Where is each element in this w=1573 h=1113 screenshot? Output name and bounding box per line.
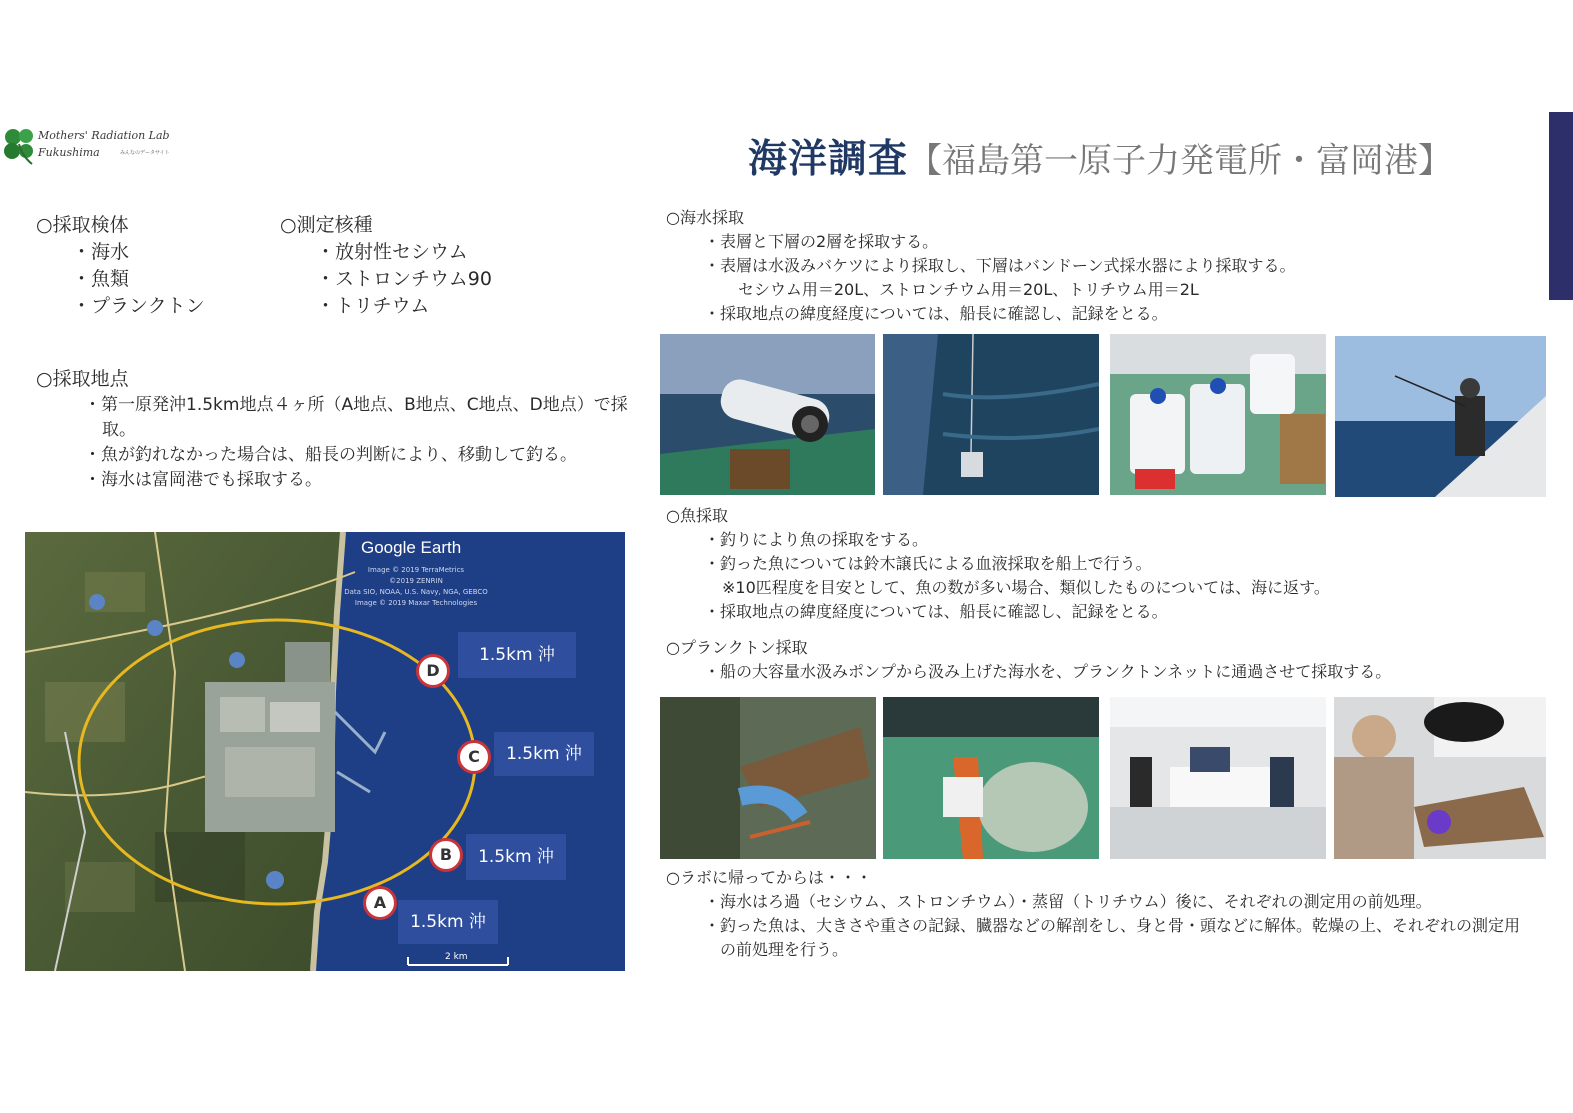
seawater-line: ・表層と下層の2層を採取する。 xyxy=(704,232,939,251)
title-main: 海洋調査 xyxy=(748,137,909,182)
photo-laboratory xyxy=(1110,697,1326,859)
map-credit-line: Image © 2019 Maxar Technologies xyxy=(354,599,478,607)
lab-line: ・釣った魚は、大きさや重さの記録、臓器などの解剖をし、身と骨・頭などに解体。乾燥の上、それぞれの測定用の前処理を行う。 xyxy=(704,916,1521,959)
sample-item: ・魚類 xyxy=(72,268,130,290)
fish-line: ・釣りにより魚の採取をする。 xyxy=(704,530,929,549)
photo-water-sampler xyxy=(660,334,875,495)
nuclides-heading: ○測定核種 xyxy=(280,214,373,236)
point-item: ・海水は富岡港でも採取する。 xyxy=(84,470,322,490)
map-credits xyxy=(341,565,491,609)
accent-bar xyxy=(1549,112,1573,300)
fish-line: ※10匹程度を目安として、魚の数が多い場合、類似したものについては、海に返す。 xyxy=(722,578,1330,597)
marker-label-c: 1.5km 沖 xyxy=(494,732,594,776)
seawater-line: ・採取地点の緯度経度については、船長に確認し、記録をとる。 xyxy=(704,304,1168,323)
photo-plankton-net xyxy=(883,697,1099,859)
photo-water-tanks xyxy=(1110,334,1326,495)
samples-section xyxy=(36,212,205,320)
photo-fishing xyxy=(1335,336,1546,497)
fish-line: ・採取地点の緯度経度については、船長に確認し、記録をとる。 xyxy=(704,602,1168,621)
seawater-line: セシウム用＝20L、ストロンチウム用＝20L、トリチウム用＝2L xyxy=(738,280,1199,299)
lab-line: ・海水はろ過（セシウム、ストロンチウム）・蒸留（トリチウム）後に、それぞれの測定用の前処理。 xyxy=(704,892,1432,911)
marker-label-d: 1.5km 沖 xyxy=(458,632,576,678)
fish-line: ・釣った魚については鈴木譲氏による血液採取を船上で行う。 xyxy=(704,554,1152,573)
point-item: ・魚が釣れなかった場合は、船長の判断により、移動して釣る。 xyxy=(84,445,577,465)
nuclide-item: ・ストロンチウム90 xyxy=(316,268,492,290)
point-item: ・第一原発沖1.5km地点４ヶ所（A地点、B地点、C地点、D地点）で採取。 xyxy=(84,395,628,440)
marker-a: A xyxy=(363,886,397,920)
page-title xyxy=(748,128,1452,184)
logo-line-1: Mothers' Radiation Lab xyxy=(38,129,170,142)
marker-d: D xyxy=(416,654,450,688)
nuclide-item: ・放射性セシウム xyxy=(316,241,468,263)
nuclides-section xyxy=(280,212,492,320)
seawater-heading: ○海水採取 xyxy=(666,208,744,227)
logo-line-2: Fukushima xyxy=(38,146,100,159)
fish-section xyxy=(666,504,1330,624)
satellite-map xyxy=(25,532,625,971)
sample-item: ・海水 xyxy=(72,241,130,263)
organization-logo xyxy=(2,126,182,170)
marker-label-a: 1.5km 沖 xyxy=(398,900,498,944)
map-brand: Google Earth xyxy=(361,538,462,557)
points-heading: ○採取地点 xyxy=(36,368,129,390)
plankton-line: ・船の大容量水汲みポンプから汲み上げた海水を、プランクトンネットに通過させて採取する。 xyxy=(704,662,1392,681)
plankton-section xyxy=(666,636,1391,684)
clover-icon xyxy=(2,126,38,166)
sample-item: ・プランクトン xyxy=(72,295,205,317)
samples-heading: ○採取検体 xyxy=(36,214,129,236)
marker-label-b: 1.5km 沖 xyxy=(466,834,566,880)
map-credit-line: Data SIO, NOAA, U.S. Navy, NGA, GEBCO xyxy=(344,588,488,596)
photo-fish-handling xyxy=(660,697,876,859)
photo-dissection xyxy=(1334,697,1546,859)
logo-line-3: みんなのデータサイト xyxy=(120,150,170,156)
map-credit-line: ©2019 ZENRIN xyxy=(389,577,443,585)
map-scale: 2 km xyxy=(445,952,468,962)
marker-b: B xyxy=(429,838,463,872)
map-credit-line: Image © 2019 TerraMetrics xyxy=(367,566,465,574)
fish-heading: ○魚採取 xyxy=(666,506,728,525)
lab-section xyxy=(666,866,1546,962)
seawater-section xyxy=(666,206,1296,326)
title-sub: 【福島第一原子力発電所・富岡港】 xyxy=(908,141,1453,181)
nuclide-item: ・トリチウム xyxy=(316,295,430,317)
points-section xyxy=(36,366,636,493)
seawater-line: ・表層は水汲みバケツにより採取し、下層はバンドーン式採水器により採取する。 xyxy=(704,256,1296,275)
plankton-heading: ○プランクトン採取 xyxy=(666,638,808,657)
lab-heading: ○ラボに帰ってからは・・・ xyxy=(666,868,872,887)
marker-c: C xyxy=(457,740,491,774)
photo-bucket-sampling xyxy=(883,334,1099,495)
